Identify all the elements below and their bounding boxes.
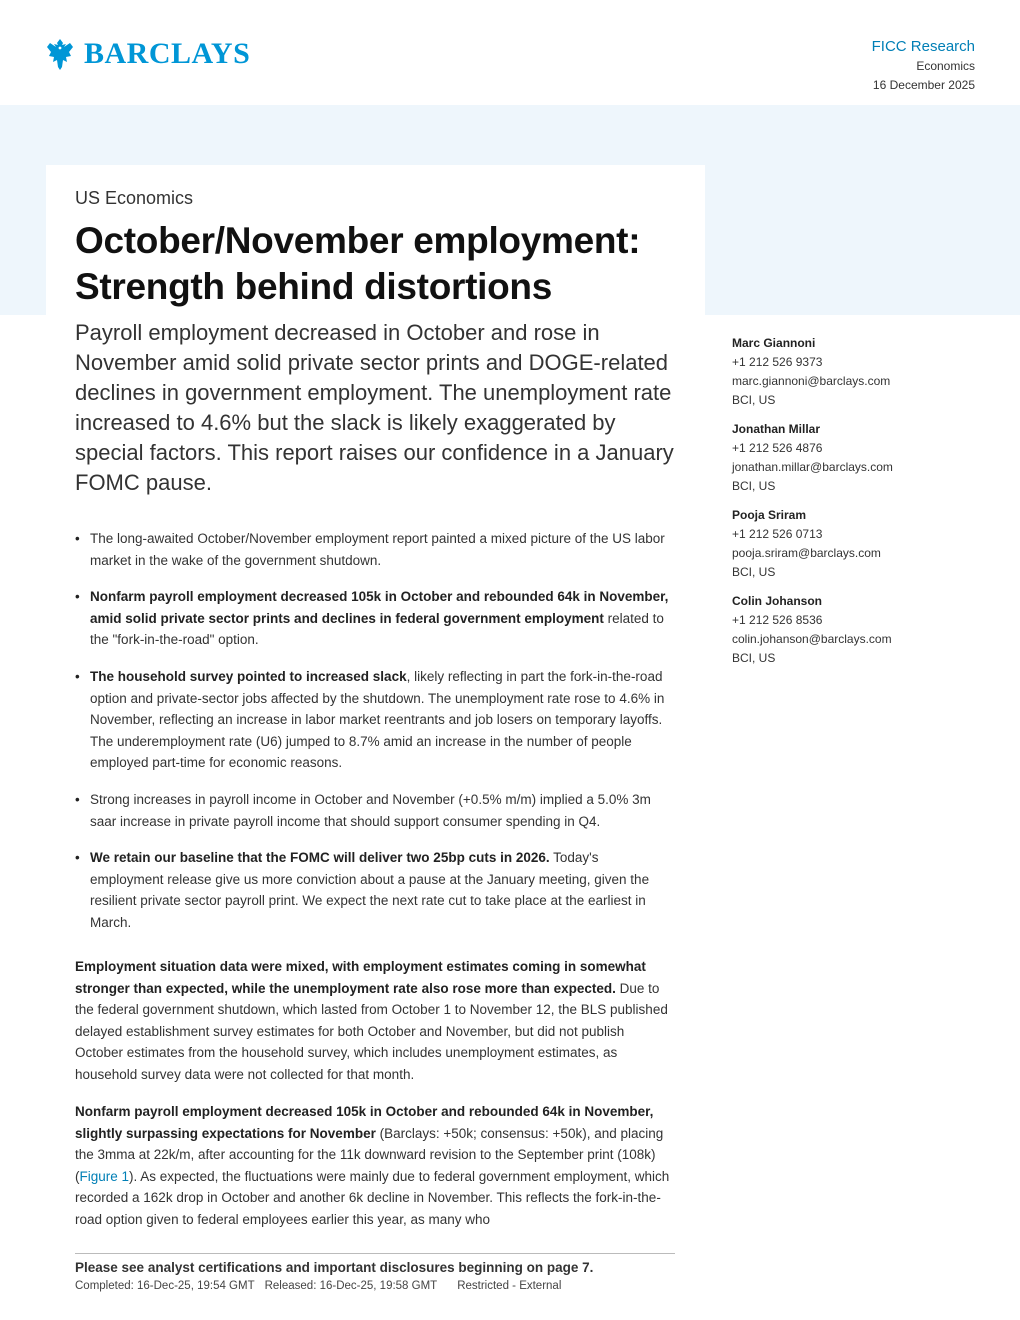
author-phone: +1 212 526 9373 — [732, 355, 823, 369]
released-timestamp: Released: 16-Dec-25, 19:58 GMT — [264, 1280, 438, 1292]
completed-timestamp: Completed: 16-Dec-25, 19:54 GMT — [75, 1280, 255, 1292]
author-entry — [732, 506, 982, 582]
report-kicker: US Economics — [75, 188, 194, 208]
key-point-text: The long-awaited October/November employment report painted a mixed picture of the US labor market in the wake of the government shutdown. — [90, 531, 665, 568]
author-phone: +1 212 526 0713 — [732, 527, 823, 541]
logo-wordmark: BARCLAYS — [84, 37, 251, 70]
author-entity: BCI, US — [732, 565, 776, 579]
report-title — [75, 218, 695, 310]
research-section: FICC Research — [871, 38, 975, 55]
key-point — [75, 789, 675, 832]
author-email[interactable]: marc.giannoni@barclays.com — [732, 374, 891, 388]
author-entry — [732, 592, 982, 668]
key-point-bold: Nonfarm payroll employment decreased 105k in October and rebounded 64k in November, amid solid private sector prints and declines in federal government employment — [90, 589, 669, 626]
paragraph-text: Due to the federal government shutdown, which lasted from October 1 to November 12, the BLS published delayed establishment survey estimates for both October and November, but did not publish October estimates from the household survey, which includes unemployment estimates, as household survey data were not collected for that month. — [75, 980, 668, 1082]
classification-label: Restricted - External — [457, 1280, 562, 1292]
page-footer — [75, 1253, 675, 1294]
paragraph-text: ). As expected, the fluctuations were mainly due to federal government employment, which recorded a 162k drop in October and another 6k decline in November. This reflects the fork-in-the-road option given to federal employees earlier this year, as many who — [75, 1168, 670, 1227]
key-point-text: Strong increases in payroll income in October and November (+0.5% m/m) implied a 5.0% 3m saar increase in private payroll income that should support consumer spending in Q4. — [90, 791, 651, 829]
body-paragraph — [75, 1101, 675, 1231]
paragraph-lead: Employment situation data were mixed, with employment estimates coming in somewhat stronger than expected, while the unemployment rate also rose more than expected. — [75, 959, 646, 996]
author-entity: BCI, US — [732, 479, 776, 493]
key-point-text: , likely reflecting in part the fork-in-the-road option and private-sector jobs affected by the shutdown. The unemployment rate rose to 4.6% in November, reflecting an increase in labor market reentrants and job losers on temporary layoffs. The underemployment rate (U6) jumped to 8.7% amid an increase in the number of people employed part-time for economic reasons. — [90, 668, 665, 771]
key-point — [75, 847, 675, 933]
author-name: Jonathan Millar — [732, 422, 821, 436]
key-point — [75, 528, 675, 571]
research-subsection: Economics — [916, 59, 975, 73]
title-line: October/November employment: — [75, 220, 641, 261]
eagle-icon — [44, 37, 76, 71]
author-email[interactable]: jonathan.millar@barclays.com — [732, 460, 893, 474]
author-entity: BCI, US — [732, 651, 776, 665]
report-lede: Payroll employment decreased in October and rose in November amid solid private sector prints and DOGE-related declines in government employment. The unemployment rate increased to 4.6% but the slack is likely exaggerated by special factors. This report raises our confidence in a January FOMC pause. — [75, 320, 674, 495]
footer-meta — [75, 1278, 675, 1294]
author-entity: BCI, US — [732, 393, 776, 407]
key-point — [75, 586, 675, 651]
author-entry — [732, 420, 982, 496]
author-phone: +1 212 526 4876 — [732, 441, 823, 455]
paragraph-lead: Nonfarm payroll employment decreased 105k in October and rebounded 64k in November, slightly surpassing expectations for November — [75, 1104, 654, 1141]
paragraph-text: (Barclays: +50k; consensus: +50k), and placing the 3mma at 22k/m, after accounting for the 11k downward revision to the September print (108k) ( — [75, 1125, 664, 1184]
author-email[interactable]: pooja.sriram@barclays.com — [732, 546, 881, 560]
key-points-list — [75, 528, 675, 949]
author-phone: +1 212 526 8536 — [732, 613, 823, 627]
figure-link[interactable]: Figure 1 — [79, 1168, 130, 1184]
title-line: Strength behind distortions — [75, 266, 552, 307]
key-point — [75, 666, 675, 774]
key-point-bold: The household survey pointed to increased slack — [90, 668, 407, 684]
barclays-logo — [44, 37, 250, 71]
key-point-bold: We retain our baseline that the FOMC will deliver two 25bp cuts in 2026. — [90, 850, 550, 866]
author-email[interactable]: colin.johanson@barclays.com — [732, 632, 892, 646]
author-name: Marc Giannoni — [732, 336, 816, 350]
author-name: Pooja Sriram — [732, 508, 807, 522]
report-meta — [872, 37, 975, 95]
body-paragraph — [75, 956, 675, 1086]
author-name: Colin Johanson — [732, 594, 822, 608]
author-entry — [732, 334, 982, 410]
key-point-text: Today's employment release give us more conviction about a pause at the January meeting, given the resilient private sector payroll print. We expect the next rate cut to take place at the earliest in March. — [90, 850, 650, 930]
key-point-text: related to the "fork-in-the-road" option. — [90, 610, 664, 648]
disclosure-note: Please see analyst certifications and important disclosures beginning on page 7. — [75, 1260, 594, 1275]
report-date: 16 December 2025 — [872, 78, 975, 92]
author-list — [732, 334, 982, 678]
